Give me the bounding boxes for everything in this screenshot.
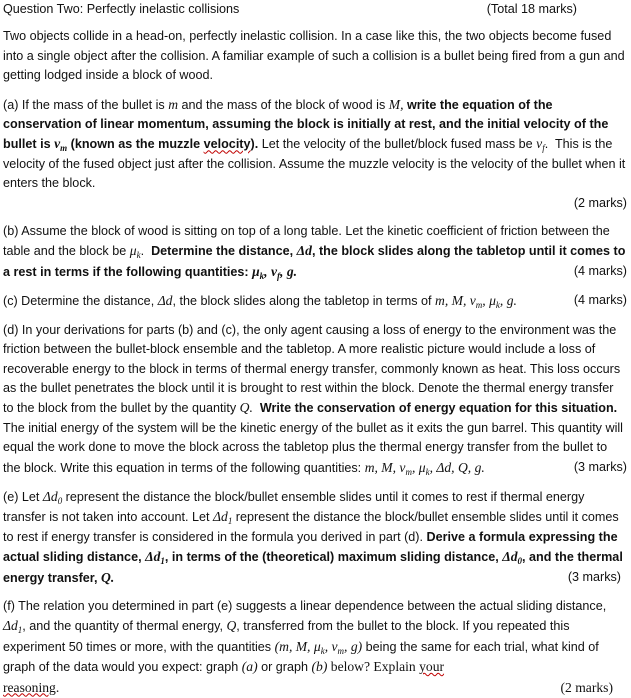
part-e-bold-1: Derive a formula expressing the actual sliding distance, (3, 529, 618, 565)
math-d0-bold: $\Delta d_0$ (502, 549, 523, 567)
question-title: Question Two: Perfectly inelastic collisions (3, 2, 240, 16)
question-header (3, 0, 627, 19)
part-f-text-1: (f) The relation you determined in part (e) suggests a linear dependence between the actual sliding distance, (3, 598, 607, 613)
math-vm (54, 136, 68, 154)
part-f (3, 597, 627, 697)
math-f-list-3: , g) (344, 638, 363, 654)
math-vf-base: v (536, 136, 543, 152)
math-c-list-3: , g. (499, 293, 517, 309)
math-vf-sub: f (542, 143, 545, 154)
part-f-text-4: being the same for each trial, what kind of graph of the data would you expect: graph (3, 639, 599, 675)
part-f-text-6: below? Explain (327, 659, 420, 675)
part-f-text-7: . (55, 679, 60, 695)
part-b-marks: (4 marks) (573, 263, 627, 278)
part-e (3, 487, 627, 588)
math-Q: Q. (239, 400, 253, 416)
part-e-bold-2: , in terms of the (theoretical) maximum sliding distance, (164, 550, 503, 565)
math-d1-base: Δd (213, 509, 228, 525)
math-d0-sub: 0 (57, 495, 63, 506)
math-mu (129, 243, 141, 261)
part-f-squiggle-1: your (419, 659, 445, 675)
math-f-list-2: , v (324, 638, 338, 654)
math-delta-d: Δd (296, 243, 312, 259)
math-mu-base: μ (129, 243, 137, 259)
math-f-list-1: (m, M, μ (274, 638, 321, 654)
part-a-marks: (2 marks) (573, 195, 627, 210)
part-e-text-1: (e) Let (3, 489, 43, 504)
math-m: m (168, 96, 179, 112)
part-b-bold-2: , the block slides along the tabletop until it comes to a rest in terms if the following quantities: (3, 244, 626, 279)
math-c-list-1: m, M, v (435, 293, 476, 309)
math-d1 (213, 509, 233, 527)
math-d-list: m, M, $v_m$, $\mu_k$, Δd, Q, g. (364, 459, 485, 477)
math-d1-sub: 1 (227, 516, 233, 527)
math-Q-bold: Q. (101, 569, 115, 585)
part-f-text-3: , transferred from the bullet to the block. If you repeated this experiment 50 times or more, with the quantities (3, 619, 570, 654)
part-a-bold-3: ). (250, 137, 259, 152)
part-c-marks: (4 marks) (573, 293, 627, 308)
math-vm-base: v (54, 136, 61, 152)
math-d0-base: Δd (42, 488, 58, 504)
part-f-text-2: , and the quantity of thermal energy, (22, 619, 227, 634)
math-d-list-1: m, M, v (364, 459, 406, 475)
math-d-list-2: , μ (411, 459, 426, 475)
part-f-text-5: or graph (257, 660, 312, 675)
part-f-squiggle-2: reasoning (3, 679, 56, 695)
math-c-list-2: , μ (482, 293, 496, 309)
math-mu-sub: k (136, 250, 141, 261)
math-vm-sub: m (60, 143, 68, 154)
math-M: M, (388, 96, 404, 112)
total-marks: (Total 18 marks) (486, 2, 577, 16)
part-d-text-1: (d) In your derivations for parts (b) and (c), the only agent causing a loss of energy to the environment was the friction between the bullet-block ensemble and the tabletop. A more realistic picture would include a loss of recoverable energy to the block in terms of thermal energy transfer, commonly known as heat. This loss occurs as the bullet penetrates the block until it is brought to rest within the block. Denote the thermal energy transfer to the block from the bullet by the quantity (3, 322, 621, 416)
math-b-mu: μ (252, 263, 260, 279)
part-d-text-2: The initial energy of the system will be the kinetic energy of the bullet as it exits the gun barrel. This quantity will equal the work done to move the block across the tabletop plus the thermal energy transfer from the bullet to the block. Write this equation in terms of the following quantities: (3, 420, 623, 475)
part-b-bold-1: Determine the distance, (151, 244, 297, 259)
math-c-list: m, M, $v_m$, $\mu_k$, g. (435, 293, 517, 311)
intro-paragraph: Two objects collide in a head-on, perfectly inelastic collision. In a case like this, the two objects become fused into a single object after the collision. A familiar example of such a collision is a bullet being fired from a gun and getting lodged inside a block of wood. (3, 29, 625, 83)
part-c-text-1: (c) Determine the distance, (3, 294, 158, 309)
part-a-text-1: (a) If the mass of the bullet is (3, 97, 169, 112)
part-e-text-2: represent the distance the block/bullet ensemble slides until it comes to rest if thermal energy transfer is not taken into account. Let (3, 489, 585, 525)
part-a-text-3: Let the velocity of the bullet/block fused mass be (258, 137, 537, 152)
part-a-bold-squiggle: velocity (203, 137, 251, 152)
part-d (3, 321, 627, 478)
part-e-marks: (3 marks) (567, 569, 621, 584)
part-d-marks: (3 marks) (573, 459, 627, 474)
part-c (3, 291, 627, 311)
math-d1-bold: $\Delta d_1$ (145, 549, 165, 567)
math-delta-d-c: Δd (157, 293, 173, 309)
part-b-text-1: (b) Assume the block of wood is sitting on top of a long table. Let the kinetic coefficient of friction between the table and the block be (3, 224, 610, 259)
part-e-bold-3: , and the thermal energy transfer, (3, 550, 623, 585)
part-f-marks: (2 marks) (560, 679, 613, 695)
part-a: (a) If the mass of the bullet is m and the mass of the block of wood is M, write the equation of the conservation of linear momentum, assuming the block is initially at rest, and the initial velocity of the bullet is $v_m$ (known as the muzzle velocity). Let the velocity of the bullet/block fused mass be $v_f$. This is the velocity of the fused object just after the collision. Assume the muzzle velocity is the velocity of the bullet when it enters the block. (2 marks) (3, 95, 627, 213)
part-e-text-3: represent the distance the block/bullet ensemble slides until it comes to rest if energy transfer is considered in the formula you derived in part (d). (3, 510, 619, 544)
math-d1-f: $\Delta d_1$ (3, 618, 23, 636)
part-b: (b) Assume the block of wood is sitting on top of a long table. Let the kinetic coefficient of friction between the table and the block be $\mu_k$. Determine the distance, Δd, the block slides along the tabletop until it comes to a rest in terms if the following quantities: $\mu_k$, $v_f$, g. (4 marks) (3, 224, 627, 281)
part-d-bold-1: Write the conservation of energy equation for this situation. (259, 401, 618, 416)
math-b-list: $\mu_k$, $v_f$, g. (252, 263, 298, 281)
part-a-bold-2: (known as the muzzle (67, 137, 204, 152)
part-a-text-4: This is the velocity of the fused object just after the collision. Assume the muzzle velocity is the velocity of the bullet when it enters the block. (3, 137, 626, 191)
math-d0 (43, 489, 62, 504)
part-a-text-2: and the mass of the block of wood is (178, 97, 389, 112)
math-vf (536, 136, 545, 154)
math-Q-f: Q (226, 618, 237, 634)
part-a-bold-1: write the equation of the conservation of linear momentum, assuming the block is initially at rest, and the initial velocity of the bullet is (3, 97, 609, 152)
math-graph-a: (a) (241, 659, 258, 675)
math-graph-b: (b) (311, 659, 328, 675)
math-d-list-3: , Δd, Q, g. (429, 459, 485, 475)
part-c-text-2: , the block slides along the tabletop in terms of (172, 294, 435, 309)
math-f-list: (m, M, $\mu_k$, $v_m$, g) (274, 638, 363, 656)
